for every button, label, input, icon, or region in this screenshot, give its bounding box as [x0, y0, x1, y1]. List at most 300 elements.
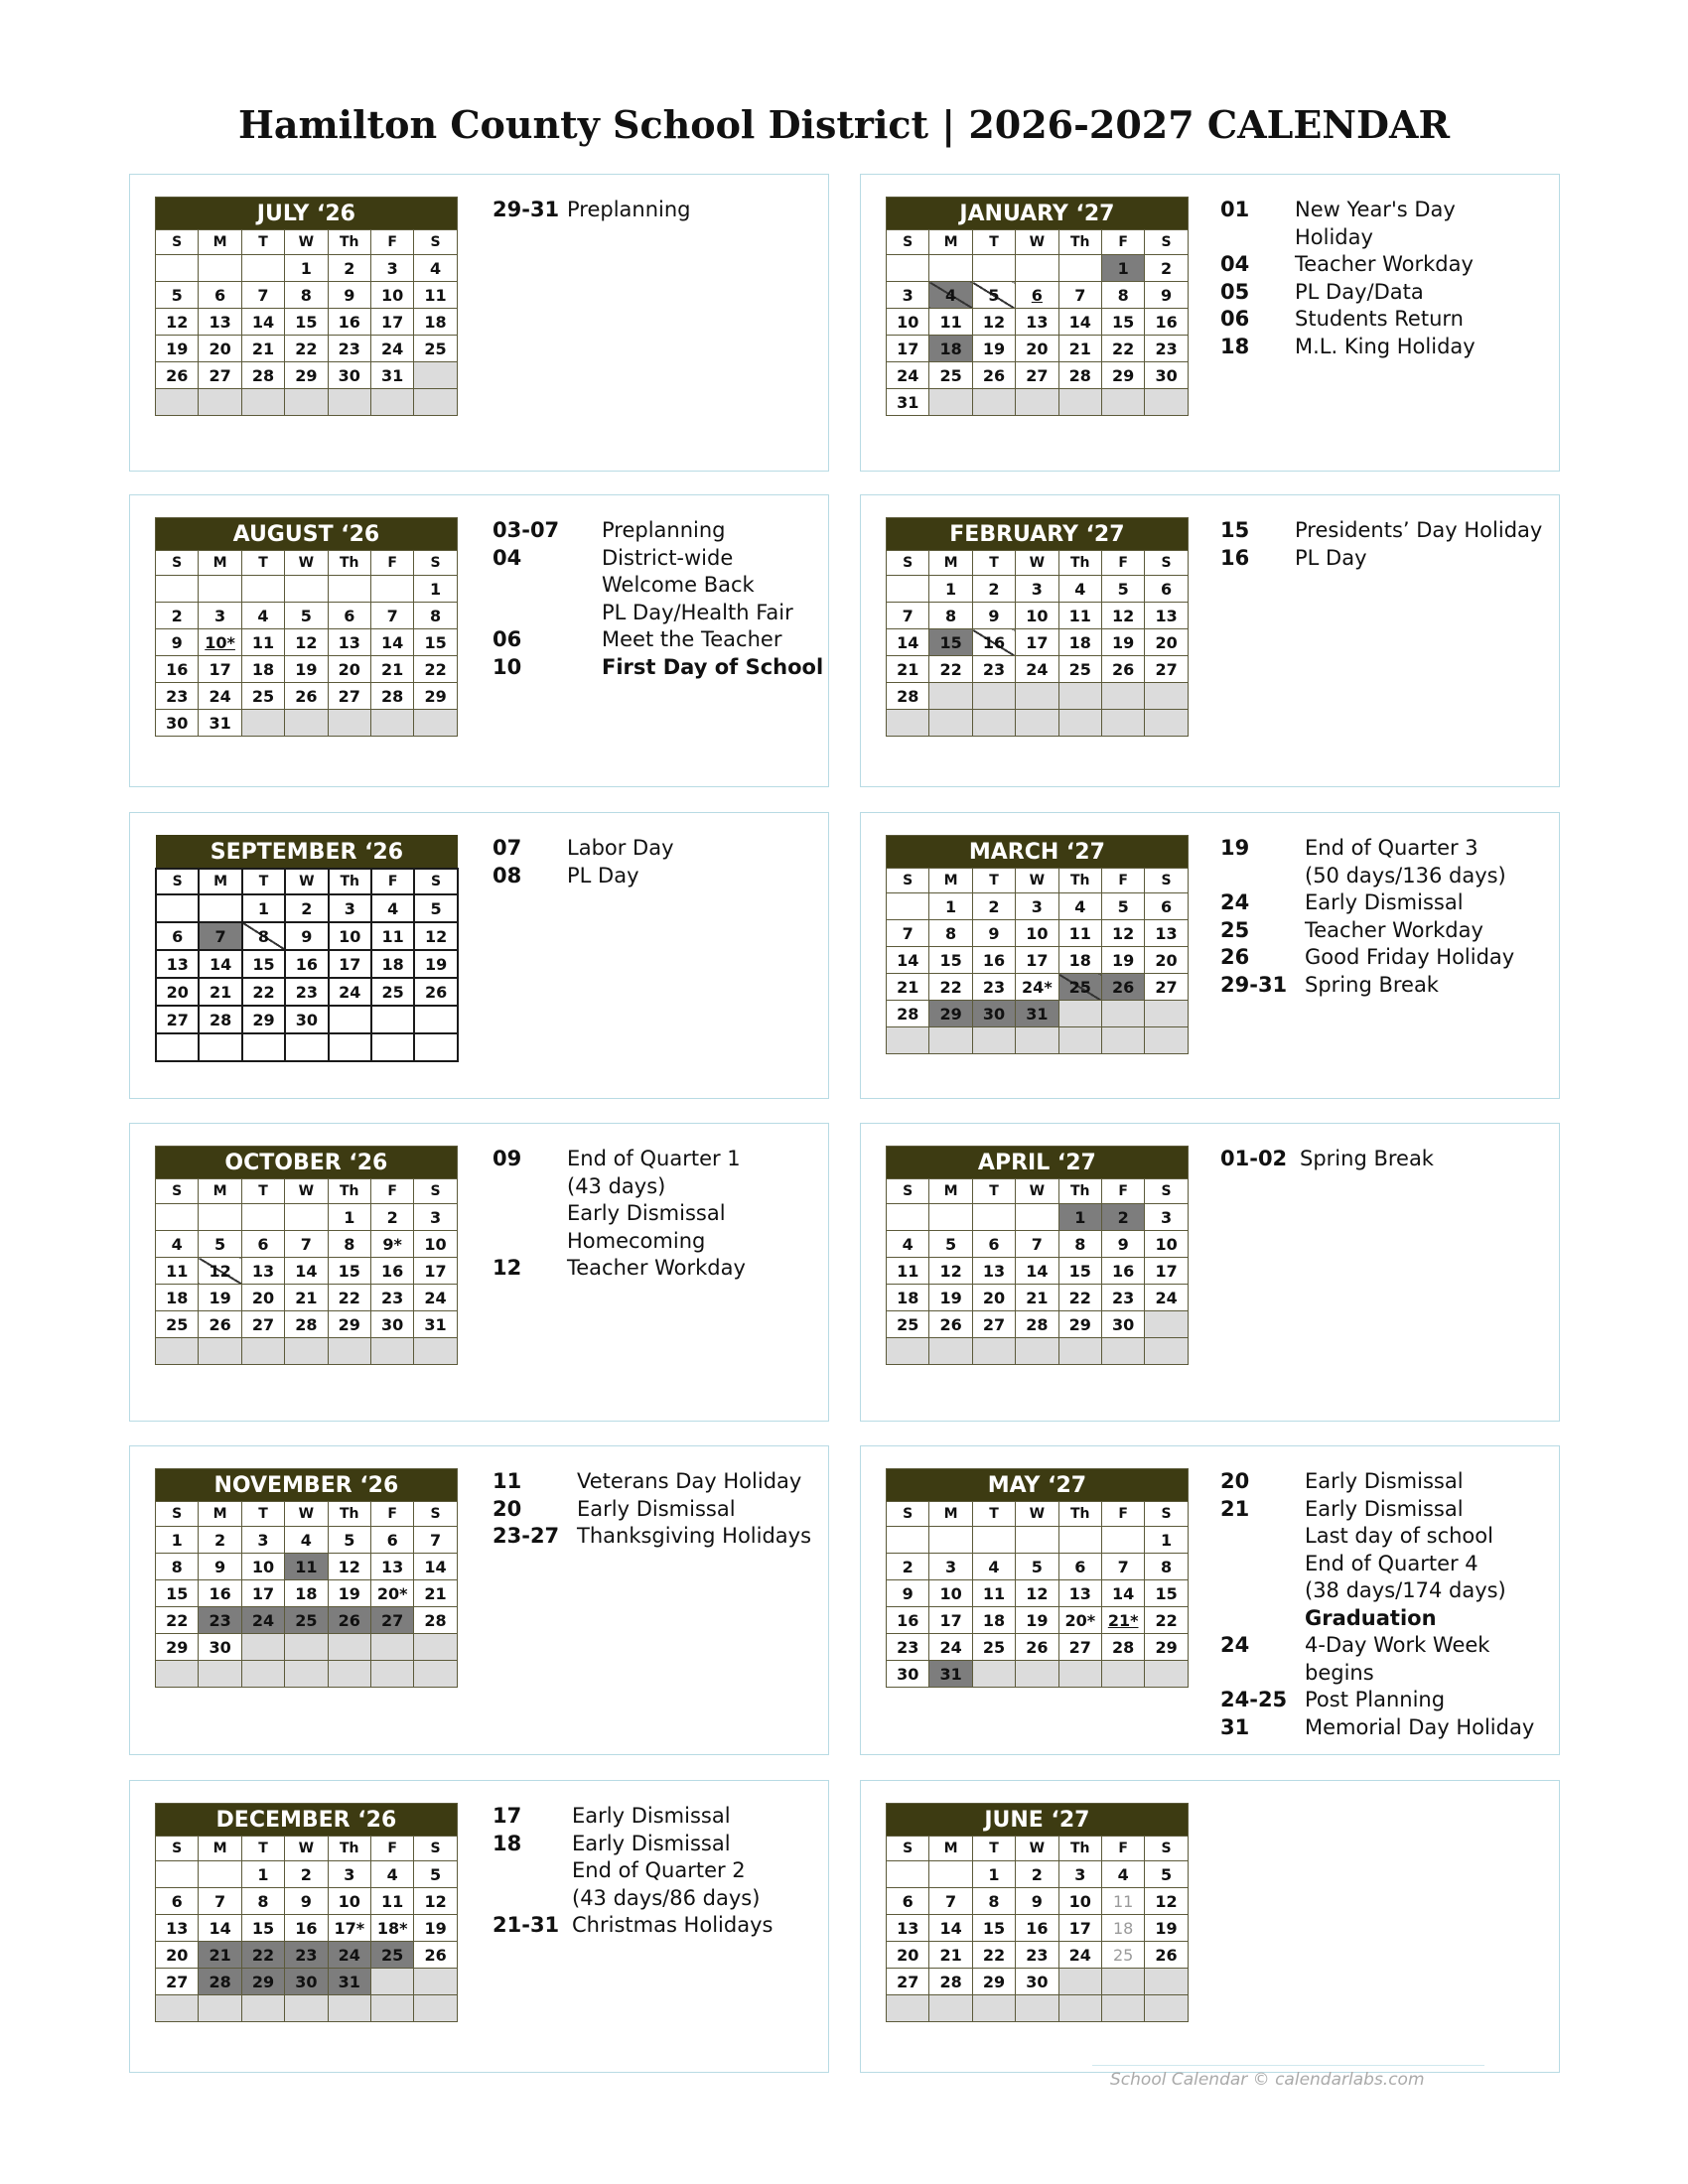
day-cell: 20	[328, 656, 370, 683]
empty-cell	[156, 255, 199, 282]
empty-cell	[285, 1204, 328, 1231]
weekday-label: M	[199, 869, 241, 894]
empty-cell	[328, 1995, 370, 2022]
month-title: DECEMBER ‘26	[156, 1804, 458, 1837]
month-notes	[1220, 1146, 1434, 1173]
day-cell: 12	[1101, 603, 1144, 629]
note-date	[1220, 1551, 1305, 1578]
day-cell: 16	[199, 1580, 241, 1607]
day-cell: 27	[887, 1969, 929, 1995]
day-cell: 22	[929, 656, 972, 683]
day-cell: 14	[1016, 1258, 1058, 1285]
day-cell: 3	[1016, 893, 1058, 920]
note-text: PL Day/Health Fair	[602, 600, 793, 624]
empty-cell	[887, 1027, 929, 1054]
empty-cell	[285, 389, 328, 416]
note-date: 15	[1220, 518, 1250, 542]
day-cell: 28	[414, 1607, 457, 1634]
day-cell: 1	[929, 576, 972, 603]
day-cell: 6	[972, 1231, 1015, 1258]
note-text: End of Quarter 2	[572, 1858, 746, 1882]
day-cell: 23	[156, 683, 199, 710]
day-cell: 23	[285, 1942, 328, 1969]
note-item	[492, 1468, 811, 1496]
empty-cell	[1145, 683, 1188, 710]
weekday-label: S	[887, 1837, 929, 1861]
weekday-label: S	[887, 869, 929, 893]
note-text: Teacher Workday	[1305, 917, 1483, 942]
day-cell: 27	[156, 1006, 199, 1033]
empty-cell	[370, 576, 413, 603]
day-cell: 7	[414, 1527, 457, 1554]
empty-cell	[1016, 389, 1058, 416]
day-cell: 26	[1101, 656, 1144, 683]
note-text: Christmas Holidays	[572, 1913, 774, 1937]
weekday-label: Th	[329, 869, 371, 894]
page-title: Hamilton County School District | 2026-2027 CALENDAR	[237, 102, 1451, 147]
day-cell: 25	[929, 362, 972, 389]
day-cell: 13	[370, 1554, 413, 1580]
weekday-label: F	[1101, 869, 1144, 893]
day-cell: 25	[370, 1942, 413, 1969]
day-cell: 9	[972, 920, 1015, 947]
day-cell: 29	[972, 1969, 1015, 1995]
note-item	[1220, 1551, 1534, 1578]
empty-cell	[1058, 1661, 1101, 1688]
empty-cell	[1058, 710, 1101, 737]
empty-cell	[414, 1006, 457, 1033]
empty-cell	[285, 576, 328, 603]
day-cell: 25	[1101, 1942, 1144, 1969]
day-cell: 17*	[328, 1915, 370, 1942]
day-cell: 4	[929, 282, 972, 309]
day-cell: 2	[285, 894, 328, 922]
day-cell: 21	[887, 656, 929, 683]
empty-cell	[370, 389, 413, 416]
day-cell: 26	[414, 1942, 457, 1969]
day-cell: 14	[199, 1915, 241, 1942]
weekday-label: F	[370, 551, 413, 576]
day-cell: 3	[199, 603, 241, 629]
day-cell: 6	[370, 1527, 413, 1554]
day-cell: 9	[1145, 282, 1188, 309]
empty-cell	[1016, 1995, 1058, 2022]
day-cell: 13	[1145, 603, 1188, 629]
day-cell: 9*	[370, 1231, 413, 1258]
day-cell: 3	[414, 1204, 457, 1231]
weekday-label: T	[972, 1179, 1015, 1204]
day-cell: 30	[1145, 362, 1188, 389]
day-cell: 5	[1101, 893, 1144, 920]
note-text: Preplanning	[602, 518, 726, 542]
day-cell: 24*	[1016, 974, 1058, 1001]
month-notes	[492, 835, 674, 889]
note-item	[1220, 944, 1514, 972]
day-cell: 16	[887, 1607, 929, 1634]
empty-cell	[370, 710, 413, 737]
day-cell: 21*	[1101, 1607, 1144, 1634]
note-text: District-wide	[602, 545, 734, 570]
empty-cell	[1145, 389, 1188, 416]
weekday-label: W	[1016, 1179, 1058, 1204]
empty-cell	[328, 1634, 370, 1661]
note-date	[492, 1173, 567, 1201]
day-cell: 27	[972, 1311, 1015, 1338]
day-cell: 14	[887, 629, 929, 656]
empty-cell	[241, 1661, 284, 1688]
weekday-label: M	[199, 1837, 241, 1861]
weekday-label: S	[414, 551, 457, 576]
day-cell: 8	[156, 1554, 199, 1580]
month-notes	[1220, 1468, 1534, 1741]
day-cell: 2	[199, 1527, 241, 1554]
note-text: (43 days)	[567, 1173, 666, 1198]
day-cell: 12	[972, 309, 1015, 336]
month-calendar	[155, 835, 459, 1062]
month-panel	[129, 494, 829, 787]
day-cell: 24	[370, 336, 413, 362]
note-date: 24-25	[1220, 1688, 1288, 1711]
empty-cell	[972, 1527, 1015, 1554]
day-cell: 31	[414, 1311, 457, 1338]
note-item	[1220, 279, 1476, 307]
empty-cell	[1145, 1311, 1188, 1338]
day-cell: 24	[199, 683, 241, 710]
day-cell: 10	[328, 1888, 370, 1915]
day-cell: 26	[929, 1311, 972, 1338]
empty-cell	[1145, 1027, 1188, 1054]
empty-cell	[1145, 710, 1188, 737]
day-cell: 11	[1058, 920, 1101, 947]
note-text: Early Dismissal	[1305, 1496, 1464, 1521]
day-cell: 1	[1101, 255, 1144, 282]
day-cell: 20	[199, 336, 241, 362]
day-cell: 6	[1016, 282, 1058, 309]
empty-cell	[887, 710, 929, 737]
day-cell: 29	[242, 1006, 285, 1033]
weekday-label: S	[1145, 551, 1188, 576]
empty-cell	[414, 1338, 457, 1365]
note-text: Early Dismissal	[572, 1804, 731, 1828]
weekday-label: S	[414, 869, 457, 894]
day-cell: 11	[370, 1888, 413, 1915]
weekday-label: F	[1101, 551, 1144, 576]
day-cell: 16	[370, 1258, 413, 1285]
day-cell: 14	[1101, 1580, 1144, 1607]
empty-cell	[414, 1995, 457, 2022]
day-cell: 27	[1145, 974, 1188, 1001]
day-cell: 5	[1145, 1861, 1188, 1888]
day-cell: 8	[414, 603, 457, 629]
note-item	[1220, 224, 1476, 252]
note-date	[492, 572, 602, 600]
day-cell: 11	[1101, 1888, 1144, 1915]
day-cell: 1	[328, 1204, 370, 1231]
month-title: FEBRUARY ‘27	[887, 518, 1189, 551]
day-cell: 22	[972, 1942, 1015, 1969]
day-cell: 3	[370, 255, 413, 282]
day-cell: 22	[328, 1285, 370, 1311]
day-cell: 10	[329, 922, 371, 950]
empty-cell	[1058, 683, 1101, 710]
note-item	[492, 626, 823, 654]
day-cell: 28	[370, 683, 413, 710]
day-cell: 29	[241, 1969, 284, 1995]
empty-cell	[972, 1338, 1015, 1365]
note-item	[492, 545, 823, 573]
note-item	[1220, 1687, 1534, 1714]
empty-cell	[1145, 1001, 1188, 1027]
month-notes	[492, 1803, 773, 1940]
note-text: Graduation	[1305, 1605, 1437, 1630]
day-cell: 10	[370, 282, 413, 309]
empty-cell	[929, 1338, 972, 1365]
note-item	[1220, 1577, 1534, 1605]
weekday-label: Th	[1058, 1837, 1101, 1861]
day-cell: 19	[414, 950, 457, 978]
day-cell: 28	[1058, 362, 1101, 389]
empty-cell	[929, 389, 972, 416]
empty-cell	[929, 1204, 972, 1231]
day-cell: 15	[929, 947, 972, 974]
empty-cell	[972, 683, 1015, 710]
day-cell: 27	[1145, 656, 1188, 683]
weekday-label: F	[370, 1179, 413, 1204]
day-cell: 25	[371, 978, 414, 1006]
empty-cell	[156, 389, 199, 416]
note-item	[492, 863, 674, 890]
weekday-label: S	[1145, 230, 1188, 255]
day-cell: 5	[414, 1861, 457, 1888]
month-panel	[129, 1445, 829, 1755]
day-cell: 10	[1016, 920, 1058, 947]
day-cell: 11	[156, 1258, 199, 1285]
weekday-label: S	[414, 1179, 457, 1204]
empty-cell	[414, 1634, 457, 1661]
weekday-label: W	[285, 869, 328, 894]
day-cell: 28	[887, 683, 929, 710]
empty-cell	[199, 1338, 241, 1365]
note-text: Welcome Back	[602, 573, 755, 597]
weekday-label: F	[370, 230, 413, 255]
weekday-label: T	[242, 869, 285, 894]
empty-cell	[199, 576, 241, 603]
day-cell: 16	[328, 309, 370, 336]
day-cell: 11	[1058, 603, 1101, 629]
empty-cell	[1058, 389, 1101, 416]
day-cell: 6	[199, 282, 241, 309]
weekday-label: F	[371, 869, 414, 894]
day-cell: 12	[328, 1554, 370, 1580]
day-cell: 21	[285, 1285, 328, 1311]
month-title: MAY ‘27	[887, 1469, 1189, 1502]
month-calendar	[886, 197, 1189, 416]
day-cell: 15	[972, 1915, 1015, 1942]
day-cell: 10	[241, 1554, 284, 1580]
weekday-label: M	[929, 1502, 972, 1527]
note-text: Memorial Day Holiday	[1305, 1714, 1535, 1739]
note-item	[492, 600, 823, 627]
day-cell: 21	[1058, 336, 1101, 362]
day-cell: 8	[972, 1888, 1015, 1915]
note-date: 01	[1220, 198, 1250, 221]
empty-cell	[156, 1204, 199, 1231]
note-item	[492, 835, 674, 863]
day-cell: 19	[929, 1285, 972, 1311]
note-date: 24	[1220, 890, 1250, 914]
empty-cell	[929, 255, 972, 282]
weekday-label: F	[370, 1502, 413, 1527]
day-cell: 8	[929, 920, 972, 947]
day-cell: 16	[285, 950, 328, 978]
empty-cell	[972, 1204, 1015, 1231]
day-cell: 12	[414, 1888, 457, 1915]
day-cell: 9	[285, 1888, 328, 1915]
day-cell: 25	[414, 336, 457, 362]
weekday-label: S	[887, 230, 929, 255]
note-item	[492, 517, 823, 545]
day-cell: 30	[285, 1969, 328, 1995]
empty-cell	[414, 1033, 457, 1061]
day-cell: 7	[887, 603, 929, 629]
day-cell: 18	[1058, 947, 1101, 974]
day-cell: 30	[285, 1006, 328, 1033]
weekday-label: M	[929, 551, 972, 576]
day-cell: 10	[1058, 1888, 1101, 1915]
note-text: begins	[1305, 1660, 1374, 1685]
day-cell: 8	[1058, 1231, 1101, 1258]
day-cell: 5	[929, 1231, 972, 1258]
day-cell: 2	[1016, 1861, 1058, 1888]
empty-cell	[1058, 1527, 1101, 1554]
day-cell: 4	[370, 1861, 413, 1888]
weekday-label: T	[972, 869, 1015, 893]
day-cell: 7	[370, 603, 413, 629]
note-text: Students Return	[1295, 307, 1464, 331]
day-cell: 11	[285, 1554, 328, 1580]
month-panel	[129, 812, 829, 1099]
weekday-label: S	[887, 1502, 929, 1527]
day-cell: 18	[972, 1607, 1015, 1634]
day-cell: 13	[972, 1258, 1015, 1285]
empty-cell	[1101, 1661, 1144, 1688]
empty-cell	[241, 1995, 284, 2022]
day-cell: 23	[972, 974, 1015, 1001]
empty-cell	[199, 1204, 241, 1231]
day-cell: 18	[1058, 629, 1101, 656]
note-item	[492, 572, 823, 600]
empty-cell	[1058, 1995, 1101, 2022]
day-cell: 4	[156, 1231, 199, 1258]
day-cell: 10*	[199, 629, 241, 656]
note-date: 09	[492, 1147, 522, 1170]
note-item	[492, 1803, 773, 1831]
day-cell: 9	[887, 1580, 929, 1607]
note-text: Teacher Workday	[1295, 252, 1474, 276]
day-cell: 31	[887, 389, 929, 416]
note-date: 18	[1220, 334, 1250, 358]
weekday-label: S	[1145, 1837, 1188, 1861]
day-cell: 9	[1016, 1888, 1058, 1915]
note-text: Early Dismissal	[1305, 890, 1464, 914]
weekday-label: S	[156, 230, 199, 255]
note-text: End of Quarter 3	[1305, 836, 1478, 860]
empty-cell	[285, 1634, 328, 1661]
empty-cell	[328, 1338, 370, 1365]
day-cell: 29	[1145, 1634, 1188, 1661]
day-cell: 30	[370, 1311, 413, 1338]
empty-cell	[328, 576, 370, 603]
day-cell: 6	[887, 1888, 929, 1915]
day-cell: 28	[285, 1311, 328, 1338]
empty-cell	[929, 1995, 972, 2022]
weekday-label: T	[972, 551, 1015, 576]
day-cell: 6	[241, 1231, 284, 1258]
note-text: Preplanning	[567, 198, 691, 221]
day-cell: 4	[1101, 1861, 1144, 1888]
day-cell: 8	[929, 603, 972, 629]
note-date: 20	[1220, 1469, 1250, 1493]
empty-cell	[156, 1033, 199, 1061]
day-cell: 5	[972, 282, 1015, 309]
day-cell: 19	[1101, 629, 1144, 656]
day-cell: 26	[199, 1311, 241, 1338]
day-cell: 23	[199, 1607, 241, 1634]
day-cell: 15	[241, 1915, 284, 1942]
weekday-label: M	[199, 1179, 241, 1204]
empty-cell	[1145, 1969, 1188, 1995]
weekday-label: T	[972, 1502, 1015, 1527]
note-text: (50 days/136 days)	[1305, 863, 1506, 887]
weekday-label: F	[1101, 1179, 1144, 1204]
day-cell: 20	[1145, 629, 1188, 656]
day-cell: 4	[414, 255, 457, 282]
day-cell: 1	[1145, 1527, 1188, 1554]
note-item	[492, 1200, 746, 1228]
empty-cell	[370, 1661, 413, 1688]
weekday-label: F	[1101, 230, 1144, 255]
day-cell: 17	[1058, 1915, 1101, 1942]
empty-cell	[241, 1338, 284, 1365]
empty-cell	[414, 1661, 457, 1688]
day-cell: 31	[199, 710, 241, 737]
note-date	[1220, 1660, 1305, 1688]
day-cell: 12	[199, 1258, 241, 1285]
note-date	[492, 600, 602, 627]
day-cell: 6	[156, 922, 199, 950]
day-cell: 2	[972, 893, 1015, 920]
month-panel	[860, 1445, 1560, 1755]
month-title: JULY ‘26	[156, 198, 458, 230]
day-cell: 25	[285, 1607, 328, 1634]
empty-cell	[156, 1661, 199, 1688]
day-cell: 16	[972, 947, 1015, 974]
day-cell: 2	[328, 255, 370, 282]
day-cell: 1	[1058, 1204, 1101, 1231]
day-cell: 5	[156, 282, 199, 309]
weekday-label: S	[1145, 1502, 1188, 1527]
day-cell: 13	[887, 1915, 929, 1942]
note-date: 25	[1220, 917, 1250, 942]
day-cell: 30	[1016, 1969, 1058, 1995]
day-cell: 18*	[370, 1915, 413, 1942]
note-date: 11	[492, 1469, 522, 1493]
day-cell: 23	[328, 336, 370, 362]
day-cell: 2	[1101, 1204, 1144, 1231]
day-cell: 9	[328, 282, 370, 309]
day-cell: 10	[414, 1231, 457, 1258]
note-date	[492, 1857, 572, 1885]
